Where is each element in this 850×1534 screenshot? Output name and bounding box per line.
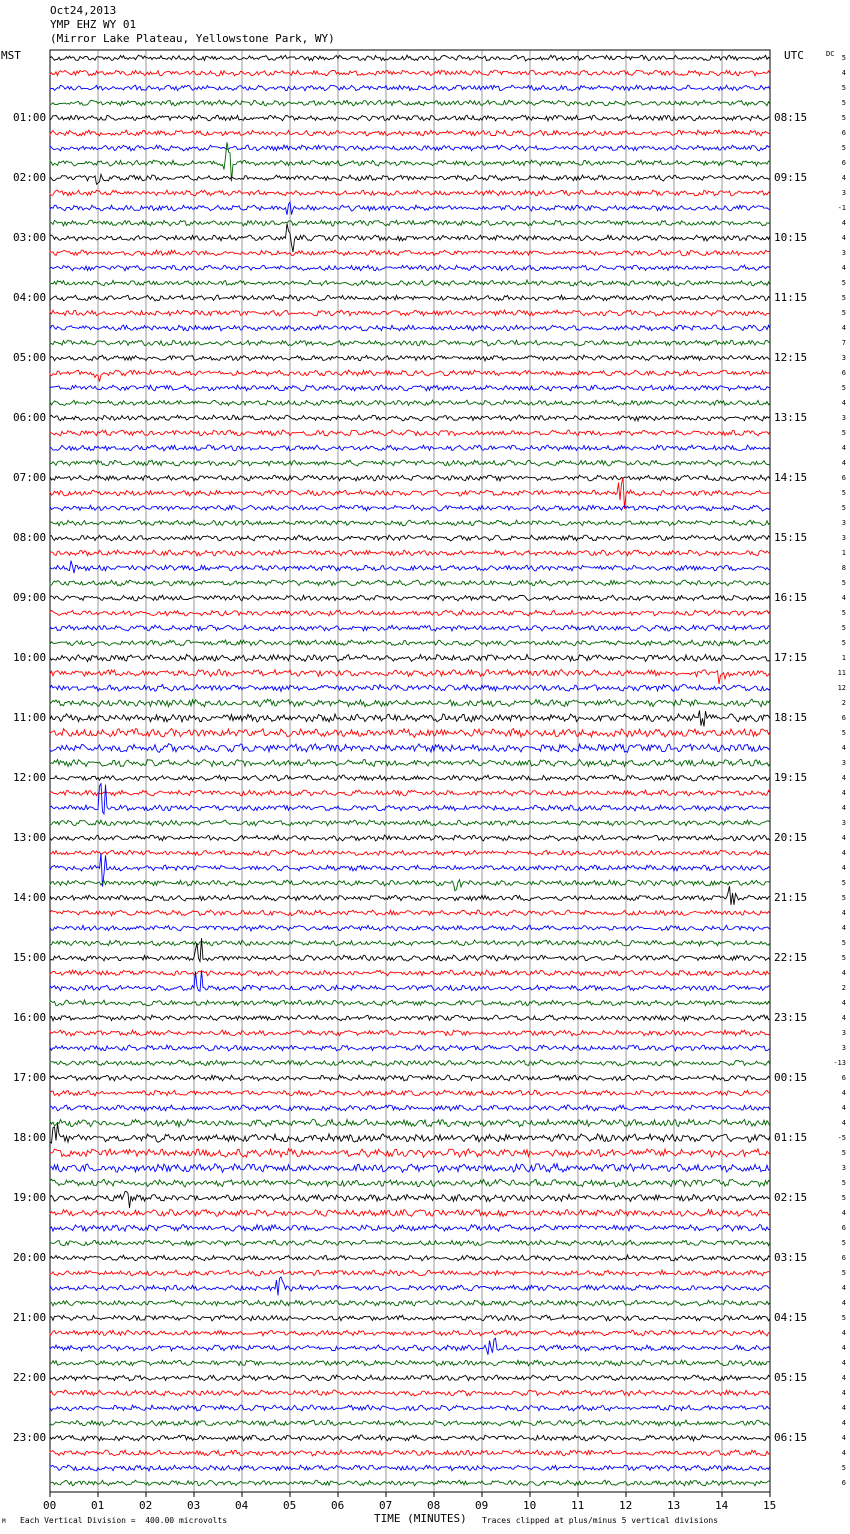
dc-offset-value: 4 (841, 1419, 846, 1427)
header-location: (Mirror Lake Plateau, Yellowstone Park, WY) (50, 32, 335, 45)
dc-offset-value: 8 (841, 564, 846, 572)
x-tick-label: 04 (235, 1499, 249, 1512)
left-hour-label: 06:00 (13, 411, 47, 424)
dc-offset-value: 4 (841, 1389, 846, 1397)
x-tick-label: 11 (571, 1499, 585, 1512)
dc-offset-value: 4 (841, 924, 846, 932)
trace-row-75 (50, 1179, 770, 1187)
trace-row-4 (50, 115, 770, 121)
trace-row-19 (50, 340, 770, 346)
left-hour-label: 19:00 (13, 1191, 47, 1204)
trace-row-26 (50, 445, 770, 451)
x-tick-label: 07 (379, 1499, 393, 1512)
trace-row-86 (50, 1338, 770, 1355)
trace-row-12 (50, 224, 770, 252)
trace-row-55 (50, 880, 770, 891)
left-hour-label: 01:00 (13, 111, 47, 124)
trace-row-49 (50, 790, 770, 796)
trace-row-48 (50, 775, 770, 781)
dc-offset-value: 5 (841, 489, 846, 497)
dc-offset-value: 4 (841, 1089, 846, 1097)
trace-row-78 (50, 1225, 770, 1232)
dc-offset-value: 4 (841, 1299, 846, 1307)
dc-offset-value: 2 (841, 699, 846, 707)
trace-row-95 (50, 1480, 770, 1486)
x-tick-label: 10 (523, 1499, 537, 1512)
x-tick-label: 13 (667, 1499, 681, 1512)
trace-row-83 (50, 1300, 770, 1306)
trace-row-25 (50, 430, 770, 436)
dc-offset-value: 6 (841, 1074, 846, 1082)
dc-offset-value: 4 (841, 1449, 846, 1457)
left-hour-label: 03:00 (13, 231, 47, 244)
trace-row-76 (50, 1192, 770, 1208)
dc-offset-value: 4 (841, 219, 846, 227)
dc-offset-value: 5 (841, 1464, 846, 1472)
trace-row-28 (50, 475, 770, 481)
right-hour-label: 17:15 (774, 651, 808, 664)
trace-row-9 (50, 190, 770, 196)
dc-offset-value: 12 (837, 684, 846, 692)
x-tick-label: 15 (763, 1499, 777, 1512)
trace-row-59 (50, 940, 770, 946)
dc-offset-value: 5 (841, 309, 846, 317)
header-station: YMP EHZ WY 01 (50, 18, 137, 31)
dc-offset-value: 3 (841, 759, 846, 767)
dc-offset-value: 5 (841, 1269, 846, 1277)
trace-row-39 (50, 640, 770, 646)
dc-offset-value: 4 (841, 909, 846, 917)
dc-offset-value: 4 (841, 1434, 846, 1442)
left-hour-label: 12:00 (13, 771, 47, 784)
dc-offset-value: 5 (841, 294, 846, 302)
left-hour-label: 20:00 (13, 1251, 47, 1264)
trace-row-71 (50, 1119, 770, 1127)
right-hour-label: 23:15 (774, 1011, 808, 1024)
trace-row-6 (50, 145, 770, 151)
trace-row-65 (50, 1030, 770, 1036)
trace-row-15 (50, 280, 770, 286)
dc-offset-value: 4 (841, 1404, 846, 1412)
dc-offset-value: 11 (837, 669, 846, 677)
dc-offset-value: 6 (841, 369, 846, 377)
trace-row-61 (50, 970, 770, 976)
left-hour-label: 02:00 (13, 171, 47, 184)
trace-row-45 (50, 729, 770, 738)
trace-row-51 (50, 820, 770, 826)
dc-offset-value: 5 (841, 639, 846, 647)
trace-row-32 (50, 535, 770, 541)
trace-row-16 (50, 295, 770, 301)
trace-row-90 (50, 1405, 770, 1411)
trace-row-47 (50, 760, 770, 767)
dc-offset-value: 1 (841, 654, 846, 662)
trace-row-87 (50, 1360, 770, 1366)
right-hour-label: 01:15 (774, 1131, 808, 1144)
trace-row-89 (50, 1390, 770, 1396)
dc-offset-value: 5 (841, 1194, 846, 1202)
dc-offset-value: 3 (841, 1164, 846, 1172)
dc-offset-value: 6 (841, 1254, 846, 1262)
trace-row-31 (50, 520, 770, 526)
trace-row-58 (50, 925, 770, 931)
trace-row-53 (50, 850, 770, 856)
trace-row-81 (50, 1270, 770, 1276)
trace-row-23 (50, 400, 770, 406)
dc-offset-value: 4 (841, 444, 846, 452)
trace-row-64 (50, 1015, 770, 1021)
dc-offset-value: 5 (841, 624, 846, 632)
x-tick-label: 14 (715, 1499, 729, 1512)
trace-row-82 (50, 1277, 770, 1296)
right-hour-label: 06:15 (774, 1431, 808, 1444)
trace-row-88 (50, 1375, 770, 1381)
trace-row-33 (50, 550, 770, 556)
right-hour-label: 08:15 (774, 111, 808, 124)
trace-row-36 (50, 595, 770, 601)
right-hour-label: 16:15 (774, 591, 808, 604)
trace-row-73 (50, 1149, 770, 1158)
dc-offset-value: 3 (841, 189, 846, 197)
trace-row-79 (50, 1240, 770, 1246)
dc-offset-value: 5 (841, 384, 846, 392)
dc-offset-value: 4 (841, 744, 846, 752)
left-hour-label: 13:00 (13, 831, 47, 844)
trace-row-30 (50, 505, 770, 511)
right-hour-label: 09:15 (774, 171, 808, 184)
trace-row-35 (50, 580, 770, 586)
x-tick-label: 00 (43, 1499, 57, 1512)
trace-row-70 (50, 1105, 770, 1111)
trace-row-67 (50, 1060, 770, 1066)
trace-row-38 (50, 625, 770, 631)
right-hour-label: 18:15 (774, 711, 808, 724)
dc-offset-value: 4 (841, 69, 846, 77)
dc-offset-value: 5 (841, 99, 846, 107)
dc-offset-value: 4 (841, 459, 846, 467)
trace-row-85 (50, 1330, 770, 1336)
dc-offset-value: 5 (841, 114, 846, 122)
trace-row-91 (50, 1420, 770, 1426)
right-hour-label: 12:15 (774, 351, 808, 364)
dc-offset-value: 5 (841, 144, 846, 152)
trace-row-5 (50, 130, 770, 136)
dc-offset-value: 5 (841, 939, 846, 947)
dc-offset-value: 5 (841, 54, 846, 62)
trace-row-17 (50, 310, 770, 316)
trace-row-24 (50, 415, 770, 421)
left-hour-label: 17:00 (13, 1071, 47, 1084)
left-hour-label: 11:00 (13, 711, 47, 724)
right-hour-label: 04:15 (774, 1311, 808, 1324)
right-hour-label: 14:15 (774, 471, 808, 484)
dc-offset-value: 4 (841, 774, 846, 782)
dc-offset-value: 3 (841, 249, 846, 257)
x-tick-label: 12 (619, 1499, 633, 1512)
trace-row-27 (50, 460, 770, 466)
dc-offset-value: 4 (841, 804, 846, 812)
left-hour-label: 22:00 (13, 1371, 47, 1384)
right-hour-label: 21:15 (774, 891, 808, 904)
trace-row-74 (50, 1164, 770, 1173)
dc-offset-value: 7 (841, 339, 846, 347)
left-hour-label: 18:00 (13, 1131, 47, 1144)
dc-offset-value: 4 (841, 969, 846, 977)
right-hour-label: 03:15 (774, 1251, 808, 1264)
right-hour-label: 20:15 (774, 831, 808, 844)
trace-row-11 (50, 220, 770, 226)
dc-offset-value: 4 (841, 1209, 846, 1217)
trace-row-21 (50, 370, 770, 382)
trace-row-66 (50, 1045, 770, 1051)
right-hour-label: 11:15 (774, 291, 808, 304)
dc-offset-value: 4 (841, 399, 846, 407)
trace-row-68 (50, 1075, 770, 1081)
right-hour-label: 15:15 (774, 531, 808, 544)
dc-offset-value: 4 (841, 1119, 846, 1127)
x-tick-label: 09 (475, 1499, 489, 1512)
trace-row-20 (50, 355, 770, 361)
right-hour-label: 00:15 (774, 1071, 808, 1084)
left-hour-label: 05:00 (13, 351, 47, 364)
dc-offset-value: 3 (841, 819, 846, 827)
trace-row-93 (50, 1450, 770, 1456)
dc-offset-value: 4 (841, 789, 846, 797)
trace-row-80 (50, 1255, 770, 1261)
dc-offset-value: 3 (841, 534, 846, 542)
trace-row-44 (50, 711, 770, 727)
left-timezone-label: MST (1, 49, 21, 62)
dc-offset-value: 5 (841, 429, 846, 437)
trace-row-46 (50, 744, 770, 753)
dc-offset-value: 6 (841, 129, 846, 137)
dc-offset-value: -5 (837, 1134, 846, 1142)
dc-offset-value: 6 (841, 159, 846, 167)
trace-row-92 (50, 1435, 770, 1441)
x-tick-label: 06 (331, 1499, 345, 1512)
trace-row-8 (50, 174, 770, 184)
left-hour-label: 07:00 (13, 471, 47, 484)
trace-row-42 (50, 685, 770, 692)
scale-note: Each Vertical Division = 400.00 microvolts (20, 1516, 228, 1525)
dc-offset-value: 5 (841, 279, 846, 287)
trace-row-94 (50, 1465, 770, 1471)
dc-offset-value: 4 (841, 174, 846, 182)
left-hour-label: 21:00 (13, 1311, 47, 1324)
trace-row-60 (50, 938, 770, 961)
right-hour-label: 13:15 (774, 411, 808, 424)
dc-offset-value: 4 (841, 1374, 846, 1382)
dc-offset-value: 4 (841, 324, 846, 332)
trace-row-50 (50, 784, 770, 814)
dc-offset-value: 5 (841, 609, 846, 617)
dc-offset-value: 5 (841, 954, 846, 962)
dc-offset-value: 5 (841, 1239, 846, 1247)
trace-row-34 (50, 561, 770, 574)
dc-offset-value: 6 (841, 1224, 846, 1232)
trace-row-37 (50, 610, 770, 616)
trace-row-0 (50, 55, 770, 61)
dc-offset-value: 4 (841, 834, 846, 842)
dc-offset-value: 4 (841, 849, 846, 857)
left-hour-label: 10:00 (13, 651, 47, 664)
header-date: Oct24,2013 (50, 4, 117, 17)
dc-offset-value: 5 (841, 1179, 846, 1187)
trace-row-52 (50, 835, 770, 841)
dc-offset-value: 4 (841, 1329, 846, 1337)
left-hour-label: 23:00 (13, 1431, 47, 1444)
x-tick-label: 08 (427, 1499, 441, 1512)
dc-offset-value: 1 (841, 549, 846, 557)
trace-row-57 (50, 910, 770, 916)
dc-offset-value: 4 (841, 1014, 846, 1022)
trace-row-56 (50, 886, 770, 905)
dc-offset-value: 4 (841, 864, 846, 872)
dc-offset-value: 4 (841, 594, 846, 602)
clip-note: Traces clipped at plus/minus 5 vertical divisions (482, 1516, 719, 1525)
trace-row-69 (50, 1090, 770, 1096)
dc-offset-value: 4 (841, 1344, 846, 1352)
dc-offset-value: 4 (841, 264, 846, 272)
trace-row-40 (50, 655, 770, 662)
dc-offset-value: 4 (841, 999, 846, 1007)
trace-row-29 (50, 478, 770, 509)
dc-column-label: DC (826, 50, 835, 58)
right-hour-label: 19:15 (774, 771, 808, 784)
trace-row-84 (50, 1315, 770, 1321)
dc-offset-value: 3 (841, 1044, 846, 1052)
dc-offset-value: 5 (841, 84, 846, 92)
left-hour-label: 09:00 (13, 591, 47, 604)
dc-offset-value: 5 (841, 1149, 846, 1157)
right-hour-label: 10:15 (774, 231, 808, 244)
trace-row-1 (50, 70, 770, 76)
dc-offset-value: -13 (833, 1059, 846, 1067)
trace-row-41 (50, 670, 770, 685)
x-axis-title: TIME (MINUTES) (374, 1512, 467, 1525)
dc-offset-value: 4 (841, 1359, 846, 1367)
x-tick-label: 02 (139, 1499, 153, 1512)
dc-offset-value: 5 (841, 1314, 846, 1322)
dc-offset-value: 4 (841, 1104, 846, 1112)
left-hour-label: 16:00 (13, 1011, 47, 1024)
left-hour-label: 15:00 (13, 951, 47, 964)
right-hour-label: 05:15 (774, 1371, 808, 1384)
trace-row-63 (50, 1000, 770, 1006)
dc-offset-value: 3 (841, 354, 846, 362)
dc-offset-value: 5 (841, 879, 846, 887)
trace-row-10 (50, 202, 770, 215)
left-hour-label: 04:00 (13, 291, 47, 304)
dc-offset-value: 4 (841, 234, 846, 242)
trace-row-43 (50, 699, 770, 707)
corner-mark: M (2, 1518, 6, 1525)
dc-offset-value: 2 (841, 984, 846, 992)
dc-offset-value: 5 (841, 579, 846, 587)
trace-row-14 (50, 265, 770, 271)
right-hour-label: 22:15 (774, 951, 808, 964)
trace-row-13 (50, 250, 770, 256)
x-tick-label: 01 (91, 1499, 105, 1512)
trace-row-2 (50, 85, 770, 91)
left-hour-label: 08:00 (13, 531, 47, 544)
dc-offset-value: 4 (841, 1284, 846, 1292)
dc-offset-value: 6 (841, 474, 846, 482)
dc-offset-value: 3 (841, 1029, 846, 1037)
dc-offset-value: 5 (841, 504, 846, 512)
right-timezone-label: UTC (784, 49, 804, 62)
dc-offset-value: 6 (841, 714, 846, 722)
dc-offset-value: -1 (837, 204, 846, 212)
dc-offset-value: 6 (841, 1479, 846, 1487)
trace-row-18 (50, 325, 770, 331)
dc-offset-value: 5 (841, 894, 846, 902)
x-tick-label: 05 (283, 1499, 297, 1512)
dc-offset-value: 3 (841, 519, 846, 527)
x-tick-label: 03 (187, 1499, 201, 1512)
trace-row-3 (50, 100, 770, 106)
trace-row-22 (50, 385, 770, 391)
right-hour-label: 02:15 (774, 1191, 808, 1204)
dc-offset-value: 3 (841, 414, 846, 422)
dc-offset-value: 5 (841, 729, 846, 737)
left-hour-label: 14:00 (13, 891, 47, 904)
trace-row-77 (50, 1210, 770, 1217)
